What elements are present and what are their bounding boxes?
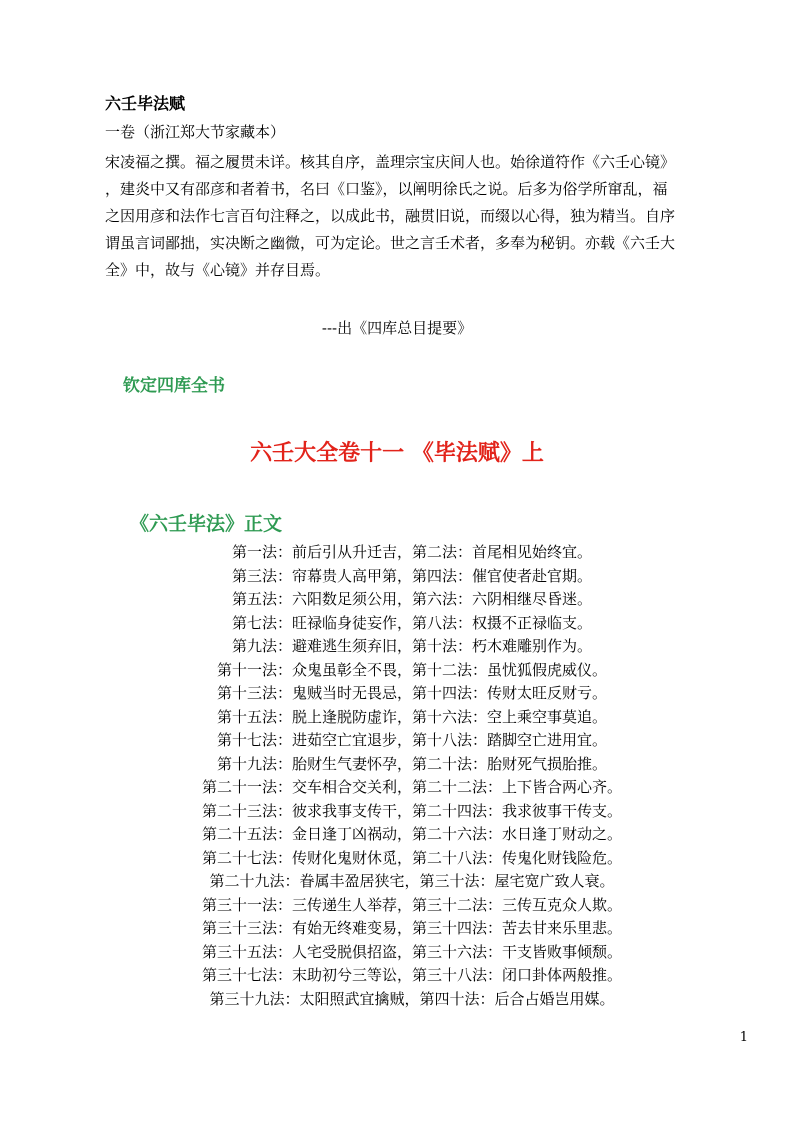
collection-heading: 钦定四库全书 xyxy=(123,376,225,396)
method-line: 第二十五法：金日逢丁凶祸动，第二十六法：水日逢丁财动之。 xyxy=(201,825,622,843)
method-line: 第十五法：脱上逢脱防虚诈，第十六法：空上乘空事莫追。 xyxy=(216,707,607,726)
intro-line: 谓虽言词鄙拙，实决断之幽微，可为定论。世之言壬术者，多奉为秘钥。亦载《六壬大 xyxy=(105,234,676,252)
method-line: 第三十三法：有始无终难变易，第三十四法：苦去甘来乐里悲。 xyxy=(201,919,622,937)
intro-line: 全》中，故与《心镜》并存目焉。 xyxy=(105,261,331,279)
method-line: 第十七法：进茹空亡宜退步，第十八法：踏脚空亡进用宜。 xyxy=(216,731,607,749)
intro-line: ，建炎中又有邵彦和者着书，名曰《口鉴》，以阐明徐氏之说。后多为俗学所窜乱，福 xyxy=(105,180,668,198)
method-line: 第五法：六阳数足须公用，第六法：六阴相继尽昏迷。 xyxy=(231,590,592,608)
source-citation: ---出《四库总目提要》 xyxy=(321,319,473,337)
page-number: 1 xyxy=(739,1030,748,1045)
method-line: 第三十五法：人宅受脱俱招盗，第三十六法：干支皆败事倾颓。 xyxy=(201,942,622,961)
intro-line: 一卷（浙江郑大节家藏本） xyxy=(105,123,286,141)
method-line: 第二十三法：彼求我事支传干，第二十四法：我求彼事干传支。 xyxy=(201,801,622,820)
section-subtitle: 《六壬毕法》正文 xyxy=(130,513,283,535)
method-line: 第十一法：众鬼虽彰全不畏，第十二法：虽忧狐假虎威仪。 xyxy=(216,660,607,679)
method-line: 第十三法：鬼贼当时无畏忌，第十四法：传财太旺反财亏。 xyxy=(216,684,607,702)
method-line: 第三十七法：末助初兮三等讼，第三十八法：闭口卦体两般推。 xyxy=(201,966,622,984)
method-list xyxy=(0,541,794,1011)
method-line: 第三十一法：三传递生人举荐，第三十二法：三传互克众人欺。 xyxy=(201,895,622,914)
method-line: 第三十九法：太阳照武宜擒贼，第四十法：后合占婚岂用媒。 xyxy=(209,989,615,1008)
method-line: 第九法：避难逃生须弃旧，第十法：朽木难雕别作为。 xyxy=(231,637,592,655)
method-line: 第一法：前后引从升迁吉，第二法：首尾相见始终宜。 xyxy=(231,543,592,561)
section-heading: 六壬毕法赋 xyxy=(105,94,186,113)
method-line: 第七法：旺禄临身徒妄作，第八法：权摄不正禄临支。 xyxy=(231,613,592,632)
method-line: 第二十一法：交车相合交关利，第二十二法：上下皆合两心齐。 xyxy=(201,778,622,796)
method-line: 第三法：帘幕贵人高甲第，第四法：催官使者赴官期。 xyxy=(231,566,592,585)
intro-line: 宋凌福之撰。福之履贯未详。核其自序，盖理宗宝庆间人也。始徐道符作《六壬心镜》 xyxy=(105,153,676,171)
method-line: 第二十七法：传财化鬼财休觅，第二十八法：传鬼化财钱险危。 xyxy=(201,848,622,867)
method-line: 第二十九法：眷属丰盈居狭宅，第三十法：屋宅宽广致人衰。 xyxy=(209,872,615,890)
intro-line: 之因用彦和法作七言百句注释之，以成此书，融贯旧说，而缀以心得，独为精当。自序 xyxy=(105,207,676,225)
chapter-title: 六壬大全卷十一 《毕法赋》上 xyxy=(250,441,544,466)
method-line: 第十九法：胎财生气妻怀孕，第二十法：胎财死气损胎推。 xyxy=(216,754,607,773)
